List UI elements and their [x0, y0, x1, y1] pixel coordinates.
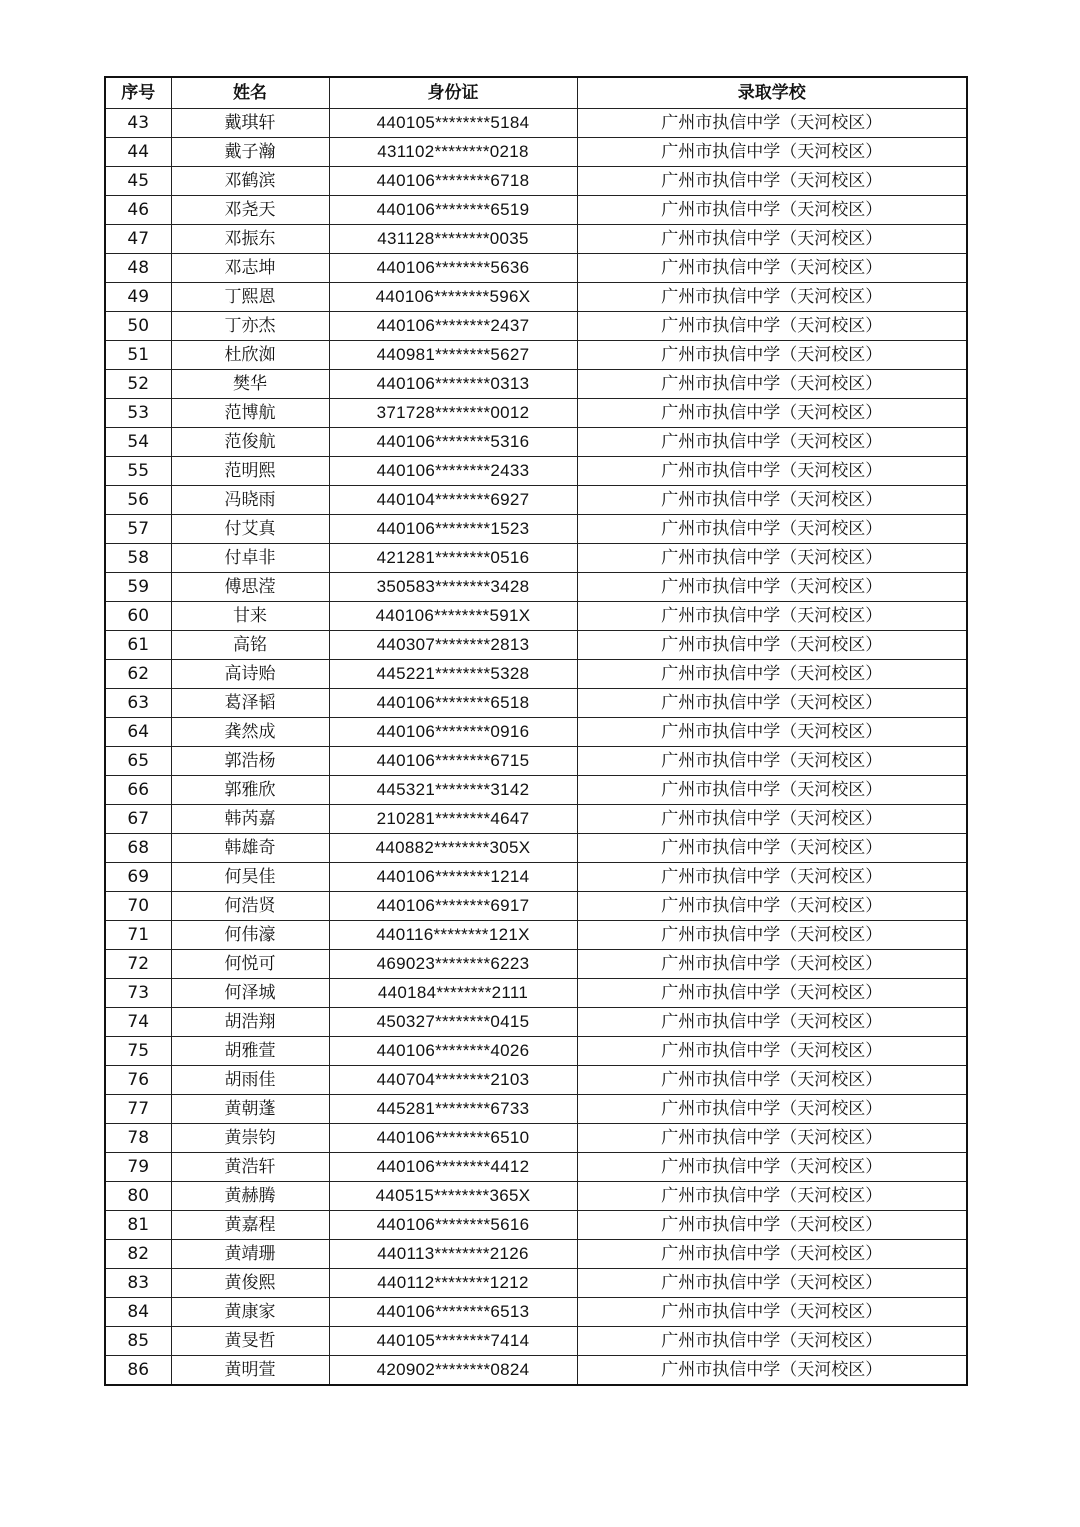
- cell-admitted-school: 广州市执信中学（天河校区）: [577, 486, 967, 515]
- cell-name: 何泽城: [171, 979, 329, 1008]
- cell-name: 樊华: [171, 370, 329, 399]
- cell-admitted-school: 广州市执信中学（天河校区）: [577, 602, 967, 631]
- cell-admitted-school: 广州市执信中学（天河校区）: [577, 457, 967, 486]
- cell-admitted-school: 广州市执信中学（天河校区）: [577, 921, 967, 950]
- table-row: [105, 1182, 967, 1211]
- cell-admitted-school: 广州市执信中学（天河校区）: [577, 399, 967, 428]
- cell-id-card: 440113********2126: [329, 1240, 577, 1269]
- table-row: [105, 1008, 967, 1037]
- cell-name: 高诗贻: [171, 660, 329, 689]
- cell-name: 何浩贤: [171, 892, 329, 921]
- cell-serial-number: 84: [105, 1298, 171, 1327]
- cell-id-card: 445281********6733: [329, 1095, 577, 1124]
- cell-id-card: 440106********2437: [329, 312, 577, 341]
- cell-admitted-school: 广州市执信中学（天河校区）: [577, 196, 967, 225]
- cell-name: 邓尧天: [171, 196, 329, 225]
- cell-serial-number: 59: [105, 573, 171, 602]
- cell-serial-number: 61: [105, 631, 171, 660]
- cell-admitted-school: 广州市执信中学（天河校区）: [577, 254, 967, 283]
- cell-id-card: 440106********6510: [329, 1124, 577, 1153]
- cell-admitted-school: 广州市执信中学（天河校区）: [577, 225, 967, 254]
- cell-admitted-school: 广州市执信中学（天河校区）: [577, 1298, 967, 1327]
- cell-id-card: 440307********2813: [329, 631, 577, 660]
- cell-serial-number: 68: [105, 834, 171, 863]
- cell-admitted-school: 广州市执信中学（天河校区）: [577, 1211, 967, 1240]
- cell-name: 胡浩翔: [171, 1008, 329, 1037]
- cell-admitted-school: 广州市执信中学（天河校区）: [577, 863, 967, 892]
- cell-serial-number: 58: [105, 544, 171, 573]
- cell-serial-number: 71: [105, 921, 171, 950]
- cell-serial-number: 57: [105, 515, 171, 544]
- cell-id-card: 450327********0415: [329, 1008, 577, 1037]
- cell-name: 范明熙: [171, 457, 329, 486]
- cell-serial-number: 83: [105, 1269, 171, 1298]
- cell-id-card: 440104********6927: [329, 486, 577, 515]
- cell-name: 何伟濠: [171, 921, 329, 950]
- table-body: [105, 109, 967, 1386]
- cell-name: 黄明萱: [171, 1356, 329, 1386]
- table-row: [105, 196, 967, 225]
- cell-serial-number: 76: [105, 1066, 171, 1095]
- cell-admitted-school: 广州市执信中学（天河校区）: [577, 718, 967, 747]
- header-admitted-school: 录取学校: [577, 77, 967, 109]
- cell-serial-number: 70: [105, 892, 171, 921]
- cell-serial-number: 77: [105, 1095, 171, 1124]
- cell-name: 戴琪轩: [171, 109, 329, 138]
- cell-id-card: 440106********5316: [329, 428, 577, 457]
- cell-name: 甘来: [171, 602, 329, 631]
- table-row: [105, 863, 967, 892]
- cell-id-card: 440106********5636: [329, 254, 577, 283]
- cell-id-card: 431128********0035: [329, 225, 577, 254]
- cell-admitted-school: 广州市执信中学（天河校区）: [577, 1095, 967, 1124]
- cell-id-card: 440515********365X: [329, 1182, 577, 1211]
- cell-id-card: 440106********1523: [329, 515, 577, 544]
- cell-name: 冯晓雨: [171, 486, 329, 515]
- table-row: [105, 399, 967, 428]
- cell-serial-number: 79: [105, 1153, 171, 1182]
- cell-serial-number: 69: [105, 863, 171, 892]
- table-row: [105, 1269, 967, 1298]
- table-row: [105, 1240, 967, 1269]
- cell-id-card: 440184********2111: [329, 979, 577, 1008]
- cell-name: 邓鹤滨: [171, 167, 329, 196]
- cell-admitted-school: 广州市执信中学（天河校区）: [577, 747, 967, 776]
- cell-admitted-school: 广州市执信中学（天河校区）: [577, 950, 967, 979]
- cell-id-card: 440112********1212: [329, 1269, 577, 1298]
- table-row: [105, 1298, 967, 1327]
- cell-serial-number: 51: [105, 341, 171, 370]
- cell-id-card: 440106********6519: [329, 196, 577, 225]
- cell-id-card: 440105********7414: [329, 1327, 577, 1356]
- cell-name: 范俊航: [171, 428, 329, 457]
- table-row: [105, 718, 967, 747]
- cell-name: 龚然成: [171, 718, 329, 747]
- cell-id-card: 440106********0313: [329, 370, 577, 399]
- table-row: [105, 1356, 967, 1386]
- cell-id-card: 420902********0824: [329, 1356, 577, 1386]
- cell-admitted-school: 广州市执信中学（天河校区）: [577, 892, 967, 921]
- cell-name: 黄旻哲: [171, 1327, 329, 1356]
- table-row: [105, 1211, 967, 1240]
- table-row: [105, 1153, 967, 1182]
- cell-serial-number: 75: [105, 1037, 171, 1066]
- cell-admitted-school: 广州市执信中学（天河校区）: [577, 1153, 967, 1182]
- cell-id-card: 440116********121X: [329, 921, 577, 950]
- cell-admitted-school: 广州市执信中学（天河校区）: [577, 1269, 967, 1298]
- cell-name: 邓振东: [171, 225, 329, 254]
- cell-serial-number: 43: [105, 109, 171, 138]
- table-row: [105, 544, 967, 573]
- table-row: [105, 254, 967, 283]
- cell-serial-number: 47: [105, 225, 171, 254]
- cell-admitted-school: 广州市执信中学（天河校区）: [577, 341, 967, 370]
- cell-admitted-school: 广州市执信中学（天河校区）: [577, 428, 967, 457]
- table-row: [105, 486, 967, 515]
- cell-name: 付艾真: [171, 515, 329, 544]
- cell-serial-number: 81: [105, 1211, 171, 1240]
- cell-id-card: 440106********591X: [329, 602, 577, 631]
- table-row: [105, 834, 967, 863]
- table-row: [105, 921, 967, 950]
- cell-name: 何悦可: [171, 950, 329, 979]
- cell-admitted-school: 广州市执信中学（天河校区）: [577, 1182, 967, 1211]
- table-row: [105, 1095, 967, 1124]
- cell-name: 黄靖珊: [171, 1240, 329, 1269]
- cell-name: 邓志坤: [171, 254, 329, 283]
- cell-admitted-school: 广州市执信中学（天河校区）: [577, 1240, 967, 1269]
- cell-id-card: 440882********305X: [329, 834, 577, 863]
- table-header: [105, 77, 967, 109]
- cell-admitted-school: 广州市执信中学（天河校区）: [577, 631, 967, 660]
- header-row: [105, 77, 967, 109]
- cell-admitted-school: 广州市执信中学（天河校区）: [577, 167, 967, 196]
- table-row: [105, 805, 967, 834]
- table-row: [105, 515, 967, 544]
- table-row: [105, 457, 967, 486]
- table-row: [105, 573, 967, 602]
- cell-serial-number: 66: [105, 776, 171, 805]
- table-row: [105, 138, 967, 167]
- table-row: [105, 776, 967, 805]
- cell-id-card: 440106********6917: [329, 892, 577, 921]
- cell-serial-number: 45: [105, 167, 171, 196]
- cell-serial-number: 64: [105, 718, 171, 747]
- cell-name: 何昊佳: [171, 863, 329, 892]
- cell-id-card: 440106********1214: [329, 863, 577, 892]
- table-row: [105, 1037, 967, 1066]
- cell-id-card: 440106********6718: [329, 167, 577, 196]
- cell-admitted-school: 广州市执信中学（天河校区）: [577, 1124, 967, 1153]
- cell-name: 黄康家: [171, 1298, 329, 1327]
- table-row: [105, 283, 967, 312]
- cell-name: 郭浩杨: [171, 747, 329, 776]
- cell-serial-number: 82: [105, 1240, 171, 1269]
- cell-id-card: 440106********4412: [329, 1153, 577, 1182]
- table-row: [105, 1124, 967, 1153]
- cell-name: 付卓非: [171, 544, 329, 573]
- cell-id-card: 431102********0218: [329, 138, 577, 167]
- cell-name: 戴子瀚: [171, 138, 329, 167]
- cell-id-card: 440105********5184: [329, 109, 577, 138]
- cell-id-card: 440106********6715: [329, 747, 577, 776]
- cell-id-card: 210281********4647: [329, 805, 577, 834]
- table-row: [105, 167, 967, 196]
- cell-id-card: 350583********3428: [329, 573, 577, 602]
- cell-serial-number: 72: [105, 950, 171, 979]
- cell-serial-number: 85: [105, 1327, 171, 1356]
- cell-admitted-school: 广州市执信中学（天河校区）: [577, 1066, 967, 1095]
- cell-id-card: 440981********5627: [329, 341, 577, 370]
- cell-admitted-school: 广州市执信中学（天河校区）: [577, 283, 967, 312]
- table-row: [105, 689, 967, 718]
- table-row: [105, 602, 967, 631]
- cell-serial-number: 63: [105, 689, 171, 718]
- cell-name: 黄赫腾: [171, 1182, 329, 1211]
- cell-serial-number: 65: [105, 747, 171, 776]
- table-row: [105, 892, 967, 921]
- header-name: 姓名: [171, 77, 329, 109]
- table-row: [105, 631, 967, 660]
- cell-name: 黄朝蓬: [171, 1095, 329, 1124]
- table-row: [105, 950, 967, 979]
- cell-admitted-school: 广州市执信中学（天河校区）: [577, 979, 967, 1008]
- cell-serial-number: 62: [105, 660, 171, 689]
- cell-admitted-school: 广州市执信中学（天河校区）: [577, 834, 967, 863]
- cell-admitted-school: 广州市执信中学（天河校区）: [577, 573, 967, 602]
- cell-name: 黄嘉程: [171, 1211, 329, 1240]
- cell-name: 丁熙恩: [171, 283, 329, 312]
- cell-id-card: 440704********2103: [329, 1066, 577, 1095]
- cell-name: 郭雅欣: [171, 776, 329, 805]
- cell-admitted-school: 广州市执信中学（天河校区）: [577, 805, 967, 834]
- cell-admitted-school: 广州市执信中学（天河校区）: [577, 515, 967, 544]
- table-row: [105, 660, 967, 689]
- table-row: [105, 341, 967, 370]
- cell-id-card: 469023********6223: [329, 950, 577, 979]
- cell-id-card: 440106********6513: [329, 1298, 577, 1327]
- table-row: [105, 1066, 967, 1095]
- table-row: [105, 979, 967, 1008]
- table-row: [105, 428, 967, 457]
- cell-id-card: 440106********596X: [329, 283, 577, 312]
- table-row: [105, 225, 967, 254]
- cell-serial-number: 52: [105, 370, 171, 399]
- cell-serial-number: 78: [105, 1124, 171, 1153]
- cell-admitted-school: 广州市执信中学（天河校区）: [577, 544, 967, 573]
- cell-name: 黄崇钧: [171, 1124, 329, 1153]
- cell-name: 高铭: [171, 631, 329, 660]
- cell-serial-number: 44: [105, 138, 171, 167]
- cell-serial-number: 46: [105, 196, 171, 225]
- cell-name: 韩雄奇: [171, 834, 329, 863]
- table-row: [105, 370, 967, 399]
- cell-serial-number: 48: [105, 254, 171, 283]
- cell-admitted-school: 广州市执信中学（天河校区）: [577, 1327, 967, 1356]
- cell-name: 范博航: [171, 399, 329, 428]
- cell-serial-number: 86: [105, 1356, 171, 1386]
- cell-serial-number: 73: [105, 979, 171, 1008]
- cell-id-card: 440106********5616: [329, 1211, 577, 1240]
- cell-name: 黄俊熙: [171, 1269, 329, 1298]
- cell-name: 韩芮嘉: [171, 805, 329, 834]
- table-row: [105, 312, 967, 341]
- cell-serial-number: 55: [105, 457, 171, 486]
- cell-id-card: 445221********5328: [329, 660, 577, 689]
- table-row: [105, 109, 967, 138]
- cell-name: 丁亦杰: [171, 312, 329, 341]
- cell-admitted-school: 广州市执信中学（天河校区）: [577, 370, 967, 399]
- cell-admitted-school: 广州市执信中学（天河校区）: [577, 312, 967, 341]
- header-id-card: 身份证: [329, 77, 577, 109]
- cell-admitted-school: 广州市执信中学（天河校区）: [577, 776, 967, 805]
- cell-serial-number: 67: [105, 805, 171, 834]
- cell-id-card: 440106********4026: [329, 1037, 577, 1066]
- cell-admitted-school: 广州市执信中学（天河校区）: [577, 1037, 967, 1066]
- header-serial-number: 序号: [105, 77, 171, 109]
- table-row: [105, 1327, 967, 1356]
- admission-list-table: [104, 76, 968, 1386]
- cell-serial-number: 56: [105, 486, 171, 515]
- cell-serial-number: 53: [105, 399, 171, 428]
- cell-id-card: 440106********6518: [329, 689, 577, 718]
- cell-id-card: 440106********0916: [329, 718, 577, 747]
- cell-admitted-school: 广州市执信中学（天河校区）: [577, 138, 967, 167]
- cell-serial-number: 74: [105, 1008, 171, 1037]
- cell-admitted-school: 广州市执信中学（天河校区）: [577, 1356, 967, 1386]
- cell-serial-number: 49: [105, 283, 171, 312]
- cell-name: 傅思滢: [171, 573, 329, 602]
- cell-id-card: 445321********3142: [329, 776, 577, 805]
- cell-name: 葛泽韬: [171, 689, 329, 718]
- cell-name: 胡雅萱: [171, 1037, 329, 1066]
- cell-admitted-school: 广州市执信中学（天河校区）: [577, 660, 967, 689]
- cell-name: 胡雨佳: [171, 1066, 329, 1095]
- cell-id-card: 440106********2433: [329, 457, 577, 486]
- cell-serial-number: 60: [105, 602, 171, 631]
- cell-id-card: 371728********0012: [329, 399, 577, 428]
- cell-name: 杜欣洳: [171, 341, 329, 370]
- cell-admitted-school: 广州市执信中学（天河校区）: [577, 689, 967, 718]
- cell-serial-number: 54: [105, 428, 171, 457]
- cell-serial-number: 80: [105, 1182, 171, 1211]
- cell-admitted-school: 广州市执信中学（天河校区）: [577, 1008, 967, 1037]
- cell-name: 黄浩轩: [171, 1153, 329, 1182]
- cell-id-card: 421281********0516: [329, 544, 577, 573]
- table-row: [105, 747, 967, 776]
- cell-serial-number: 50: [105, 312, 171, 341]
- cell-admitted-school: 广州市执信中学（天河校区）: [577, 109, 967, 138]
